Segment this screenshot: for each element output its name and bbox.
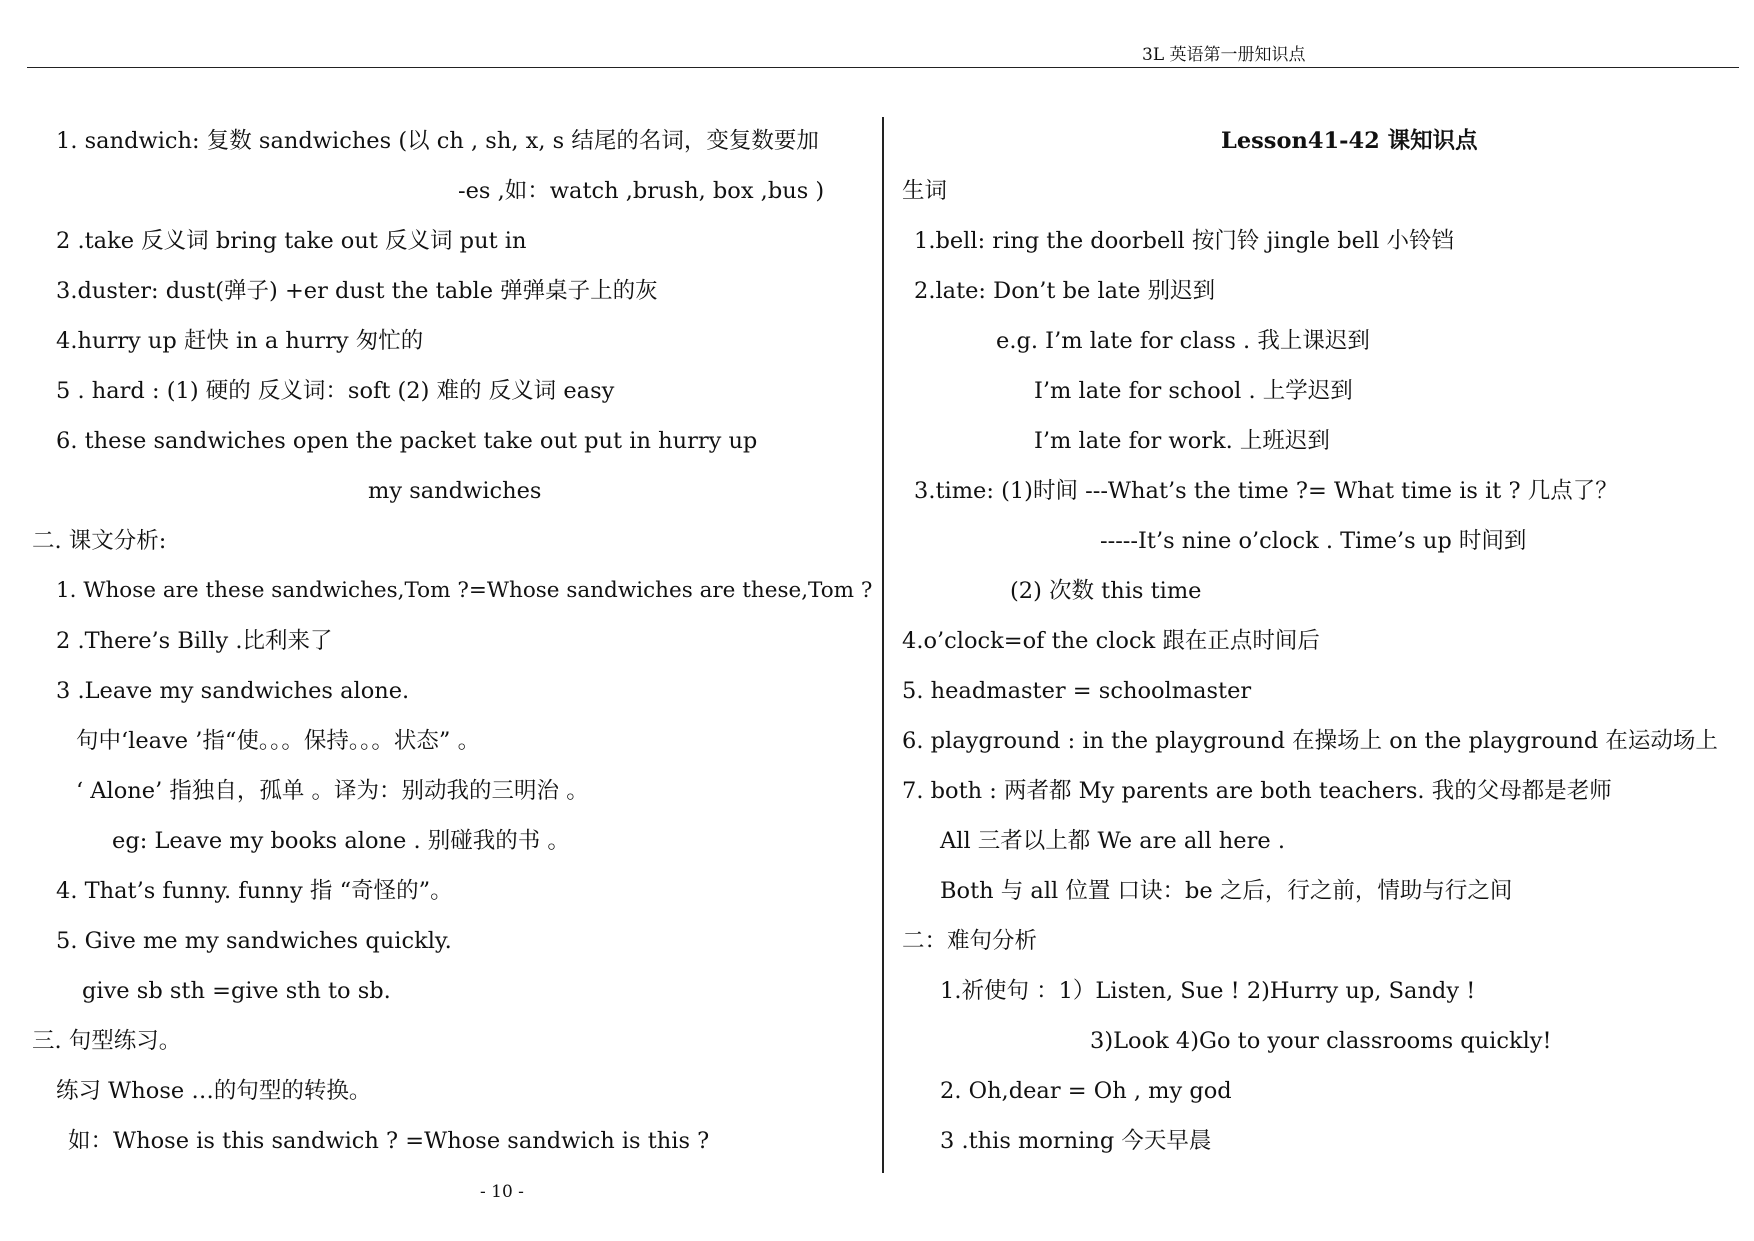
section-heading: 二：难句分析 <box>902 928 1038 954</box>
text-line: 6. playground : in the playground 在操场上 on the playground 在运动场上 <box>902 728 1718 754</box>
text-line: 7. both : 两者都 My parents are both teachers. 我的父母都是老师 <box>902 778 1612 804</box>
text-line: eg: Leave my books alone . 别碰我的书 。 <box>112 828 570 854</box>
text-line: 2 .take 反义词 bring take out 反义词 put in <box>56 228 527 254</box>
text-line: 1.祈使句 ：1）Listen, Sue ! 2)Hurry up, Sandy ! <box>940 978 1476 1004</box>
text-line: All 三者以上都 We are all here . <box>940 828 1285 854</box>
text-line: I’m late for school . 上学迟到 <box>1034 378 1353 404</box>
text-line: 4.hurry up 赶快 in a hurry 匆忙的 <box>56 328 424 354</box>
text-line: 2.late: Don’t be late 别迟到 <box>914 278 1216 304</box>
text-line: 4. That’s funny. funny 指 “奇怪的”。 <box>56 878 453 904</box>
section-heading: 生词 <box>902 178 948 204</box>
text-line: 3.duster: dust(弹子) +er dust the table 弹弹桌子上的灰 <box>56 278 658 304</box>
text-line: 3.time: (1)时间 ---What’s the time ?= What time is it ? 几点了？ <box>914 478 1618 504</box>
text-line: 如：Whose is this sandwich ? =Whose sandwich is this ? <box>68 1128 710 1154</box>
text-line: 1.bell: ring the doorbell 按门铃 jingle bell 小铃铛 <box>914 228 1454 254</box>
text-line: I’m late for work. 上班迟到 <box>1034 428 1330 454</box>
text-line: Both 与 all 位置 口诀：be 之后，行之前，情助与行之间 <box>940 878 1513 904</box>
text-line: 6. these sandwiches open the packet take out put in hurry up <box>56 428 758 454</box>
text-line: 5. headmaster = schoolmaster <box>902 678 1252 704</box>
text-line: 练习 Whose …的句型的转换。 <box>56 1078 372 1104</box>
lesson-title: Lesson41-42 课知识点 <box>1221 128 1478 154</box>
header-divider <box>27 67 1739 68</box>
text-line: (2) 次数 this time <box>1010 578 1202 604</box>
text-line: 4.o’clock=of the clock 跟在正点时间后 <box>902 628 1320 654</box>
text-line: 3 .this morning 今天早晨 <box>940 1128 1212 1154</box>
text-line: ‘ Alone’ 指独自，孤单 。译为：别动我的三明治 。 <box>76 778 589 804</box>
text-line: 句中‘leave ’指“使。。。保持。。。状态” 。 <box>76 728 481 754</box>
text-line: 2. Oh,dear = Oh , my god <box>940 1078 1232 1104</box>
text-line: 1. Whose are these sandwiches,Tom ?=Whose sandwiches are these,Tom ? <box>56 578 873 603</box>
text-line: 2 .There’s Billy .比利来了 <box>56 628 333 654</box>
text-line: give sb sth =give sth to sb. <box>82 978 391 1004</box>
section-heading: 二. 课文分析: <box>32 528 167 554</box>
text-line: 1. sandwich: 复数 sandwiches (以 ch , sh, x, s 结尾的名词，变复数要加 <box>56 128 819 154</box>
text-line: 5 . hard : (1) 硬的 反义词：soft (2) 难的 反义词 easy <box>56 378 615 404</box>
text-line: my sandwiches <box>368 478 542 504</box>
text-line: 3)Look 4)Go to your classrooms quickly! <box>1090 1028 1552 1054</box>
column-divider <box>882 117 884 1173</box>
text-line: 5. Give me my sandwiches quickly. <box>56 928 452 954</box>
header-title: 3L 英语第一册知识点 <box>1142 45 1306 65</box>
text-line: -es ,如：watch ,brush, box ,bus ) <box>458 178 825 204</box>
text-line: 3 .Leave my sandwiches alone. <box>56 678 410 704</box>
text-line: -----It’s nine o’clock . Time’s up 时间到 <box>1100 528 1527 554</box>
section-heading: 三. 句型练习。 <box>32 1028 182 1054</box>
text-line: e.g. I’m late for class . 我上课迟到 <box>996 328 1370 354</box>
page-number: - 10 - <box>480 1182 524 1202</box>
